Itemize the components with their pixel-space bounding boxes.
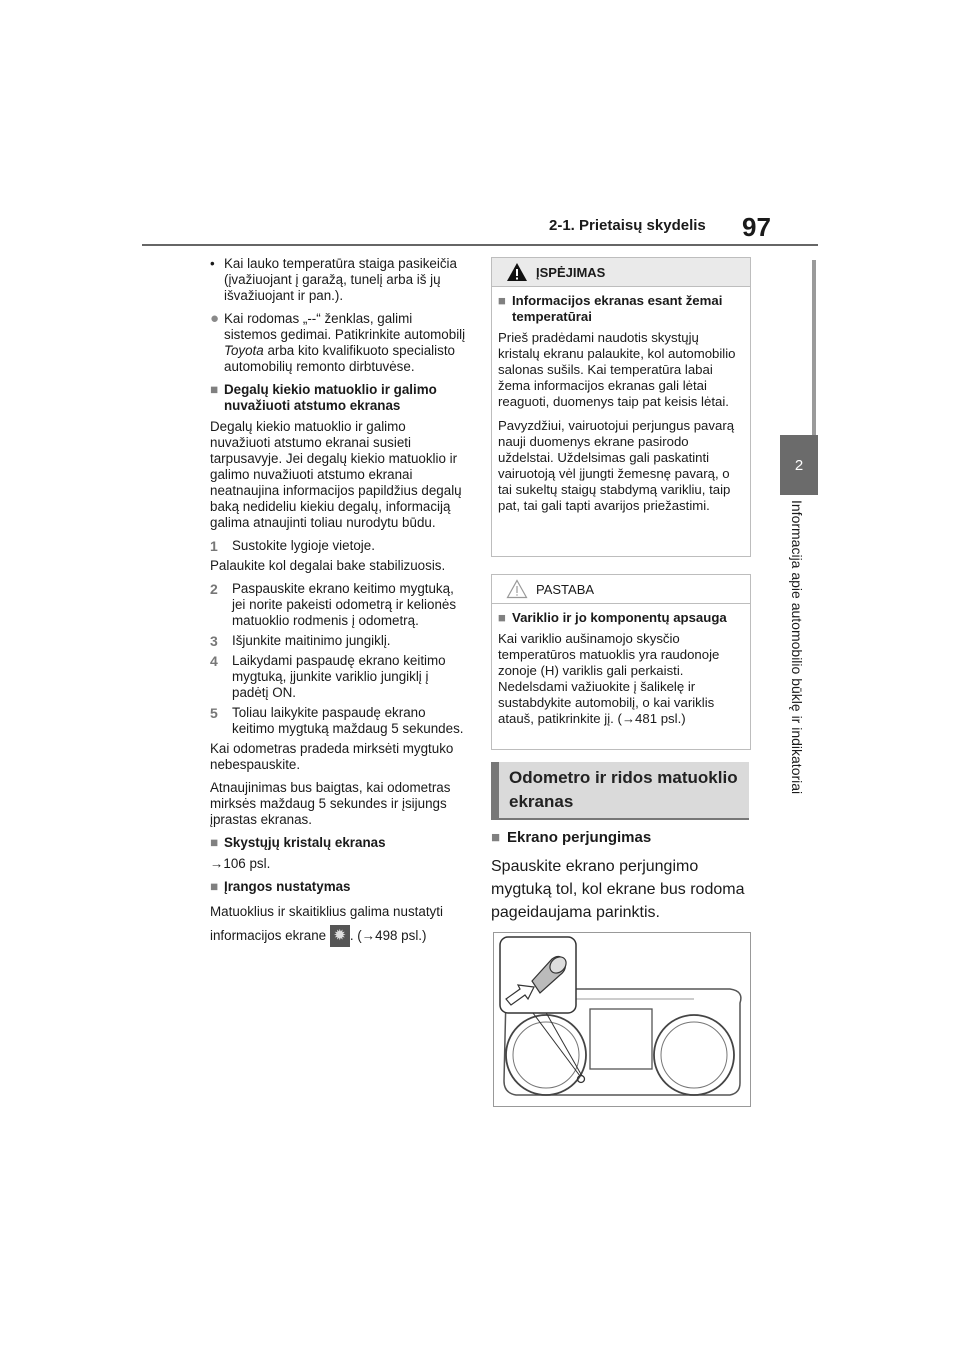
square-bullet-icon: ■ — [210, 835, 219, 850]
round-bullet-icon: ● — [210, 310, 220, 327]
warning-box-header — [492, 258, 750, 287]
chapter-title: Informacija apie automobilio būklę ir indikatoriai — [789, 500, 805, 795]
bullet-temperature: • Kai lauko temperatūra staiga pasikeičia (įvažiuojant į garažą, tunelį arba iš jų išvažiuojant ir pan.). — [210, 256, 457, 303]
square-bullet-icon: ■ — [210, 382, 219, 397]
warning-para-1: Prieš pradėdami naudotis skystųjų kristalų ekranu palaukite, kol automobilio salonas sušils. Kai temperatūra labai žema informacijos ekranas gali lėtai reaguoti, duomenys taip pat keisis lėtai. — [498, 330, 736, 409]
warning-title: ĮSPĖJIMAS — [536, 264, 606, 280]
square-bullet-icon: ■ — [491, 829, 501, 846]
note-box — [491, 574, 751, 750]
note-title: PASTABA — [536, 581, 595, 597]
settings-text: Matuoklius ir skaitiklius galima nustatyti informacijos ekrane ✹ . (→498 psl.) — [210, 900, 468, 948]
settings-heading: ■ Įrangos nustatymas — [210, 879, 351, 894]
note-text: Kai variklio aušinamojo skysčio temperatūros matuoklis yra raudonoje zonoje (H) variklis gali perkaisti. Nedelsdami važiuokite į šalikelę ir sustabdykite automobilį, o kai variklis atauš, patikrinkite jį. (→481 psl.) — [498, 631, 720, 726]
fuel-text: Degalų kiekio matuoklio ir galimo nuvažiuoti atstumo ekranai susieti tarpusavyje. Jei degalų kiekio matuoklio ir galimo nuvažiuoti atstumo ekranai neatnaujina informacijos papildžius degalų baką nedideliu kiekiu degalų, informaciją galima atnaujinti toliau nurodytu būdu. — [210, 419, 462, 530]
fuel-heading: ■ Degalų kiekio matuoklio ir galimo nuvažiuoti atstumo ekranas — [210, 382, 437, 413]
step-3: 3 Išjunkite maitinimo jungiklį. — [210, 633, 391, 649]
note-box-header — [492, 575, 750, 604]
caution-outline-icon — [506, 579, 528, 599]
gear-icon: ✹ — [330, 925, 350, 947]
step-1-note: Palaukite kol degalai bake stabilizuosis. — [210, 558, 446, 573]
header-rule — [142, 244, 818, 246]
display-switch-section — [491, 826, 753, 924]
cluster-drawing — [494, 933, 750, 1106]
lcd-ref: →106 psl. — [210, 856, 271, 871]
step-5-note-b: Atnaujinimas bus baigtas, kai odometras mirksės maždaug 5 sekundes ir įsijungs įprastas ekranas. — [210, 780, 451, 827]
brand-name: Toyota — [224, 343, 264, 358]
section-heading: Odometro ir ridos matuoklio ekranas — [491, 762, 749, 818]
step-4: 4 Laikydami paspaudę ekrano keitimo mygtuką, įjunkite variklio jungiklį į padėtį ON. — [210, 653, 446, 700]
chapter-tab: 2 — [780, 435, 818, 495]
warning-heading: ■ Informacijos ekranas esant žemai temperatūrai — [498, 293, 723, 324]
bullet-dash-sign: ● Kai rodomas „--“ ženklas, galimi sistemos gedimai. Patikrinkite automobilį Toyota arba kito kvalifikuoto specialisto automobilių remonto dirbtuvėse. — [210, 310, 466, 374]
page-number: 97 — [742, 212, 771, 242]
note-heading: ■ Variklio ir jo komponentų apsauga — [498, 610, 727, 625]
lcd-heading: ■ Skystųjų kristalų ekranas — [210, 835, 386, 850]
running-head: 2-1. Prietaisų skydelis — [549, 217, 706, 234]
step-5-note-a: Kai odometras pradeda mirksėti mygtuko nebespauskite. — [210, 741, 454, 772]
step-2: 2 Paspauskite ekrano keitimo mygtuką, jei norite pakeisti odometrą ir kelionės matuoklio rodmenis į odometrą. — [210, 581, 457, 628]
bullet-dot-icon: • — [210, 256, 215, 271]
warning-triangle-icon — [506, 262, 528, 282]
instrument-cluster-illustration — [493, 932, 751, 1107]
side-rule — [812, 260, 816, 435]
warning-box — [491, 257, 751, 557]
display-switch-text: Spauskite ekrano perjungimo mygtuką tol, kol ekrane bus rodoma pageidaujama parinktis. — [491, 858, 745, 921]
left-column — [210, 256, 468, 955]
square-bullet-icon: ■ — [210, 879, 219, 894]
display-switch-heading: ■ Ekrano perjungimas — [491, 826, 753, 849]
section-rule — [491, 818, 749, 820]
step-1: 1 Sustokite lygioje vietoje. — [210, 538, 375, 554]
square-bullet-icon: ■ — [498, 610, 506, 625]
step-5: 5 Toliau laikykite paspaudę ekrano keitimo mygtuką maždaug 5 sekundes. — [210, 705, 464, 736]
warning-para-2: Pavyzdžiui, vairuotojui perjungus pavarą nauji duomenys ekrane pasirodo uždelstai. Uždelsimas gali paskatinti vairuotoją vėl įjungti žemesnę pavarą, o tai sukeltų staigų stabdymą varikliu, taip pat, tai gali tapti avarijos priežastimi. — [498, 418, 735, 513]
square-bullet-icon: ■ — [498, 293, 506, 308]
